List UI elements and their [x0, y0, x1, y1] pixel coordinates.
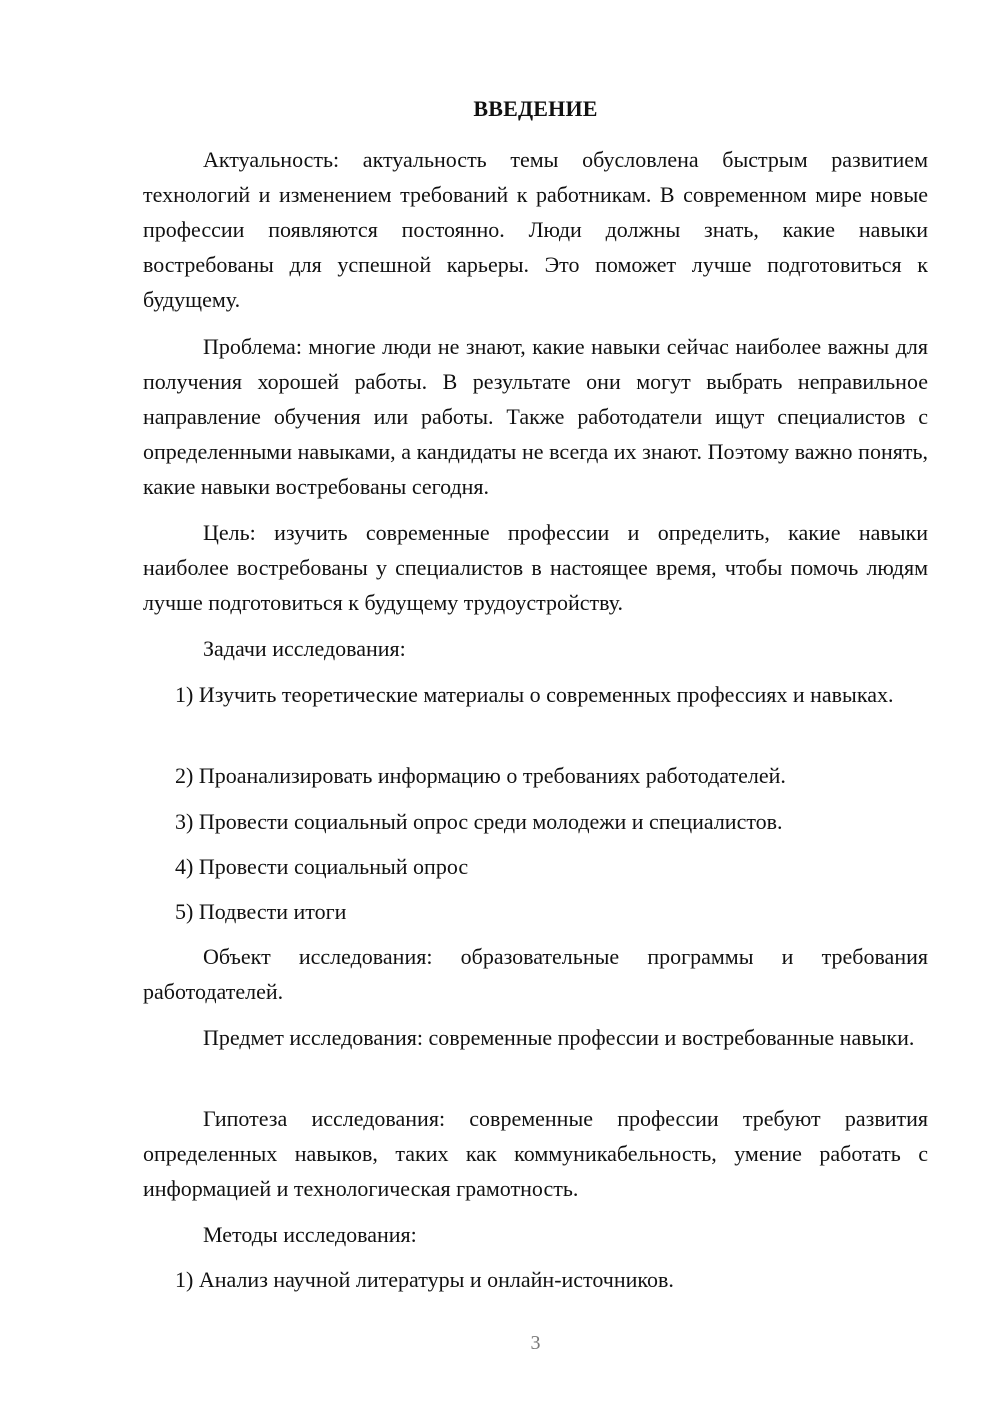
task-item-4: 4) Провести социальный опрос — [175, 854, 469, 879]
task-item-1: 1) Изучить теоретические материалы о современных профессиях и навыках. — [175, 682, 894, 707]
paragraph-goal: Цель: изучить современные профессии и определить, какие навыки наиболее востребованы у специалистов в настоящее время, чтобы помочь людям лучше подготовиться к будущему трудоустройству. — [143, 520, 928, 615]
paragraph-problem: Проблема: многие люди не знают, какие навыки сейчас наиболее важны для получения хорошей работы. В результате они могут выбрать неправильное направление обучения или работы. Также работодатели ищут специалистов с определенными навыками, а кандидаты не всегда их знают. Поэтому важно понять, какие навыки востребованы сегодня. — [143, 334, 928, 499]
tasks-heading: Задачи исследования: — [203, 636, 406, 661]
paragraph-relevance: Актуальность: актуальность темы обусловлена быстрым развитием технологий и изменением требований к работникам. В современном мире новые профессии появляются постоянно. Люди должны знать, какие навыки востребованы для успешной карьеры. Это поможет лучше подготовиться к будущему. — [143, 147, 928, 312]
task-item-5: 5) Подвести итоги — [175, 899, 347, 924]
section-heading: ВВЕДЕНИЕ — [473, 96, 598, 121]
methods-heading: Методы исследования: — [203, 1222, 417, 1247]
task-item-3: 3) Провести социальный опрос среди молодежи и специалистов. — [175, 809, 783, 834]
paragraph-hypothesis: Гипотеза исследования: современные профессии требуют развития определенных навыков, таких как коммуникабельность, умение работать с информацией и технологическая грамотность. — [143, 1106, 928, 1201]
paragraph-object: Объект исследования: образовательные программы и требования работодателей. — [143, 944, 928, 1004]
document-page — [143, 0, 928, 1414]
method-item-1: 1) Анализ научной литературы и онлайн-источников. — [175, 1267, 674, 1292]
page-number: 3 — [530, 1332, 541, 1354]
task-item-2: 2) Проанализировать информацию о требованиях работодателей. — [175, 763, 786, 788]
paragraph-subject: Предмет исследования: современные профессии и востребованные навыки. — [203, 1025, 915, 1050]
